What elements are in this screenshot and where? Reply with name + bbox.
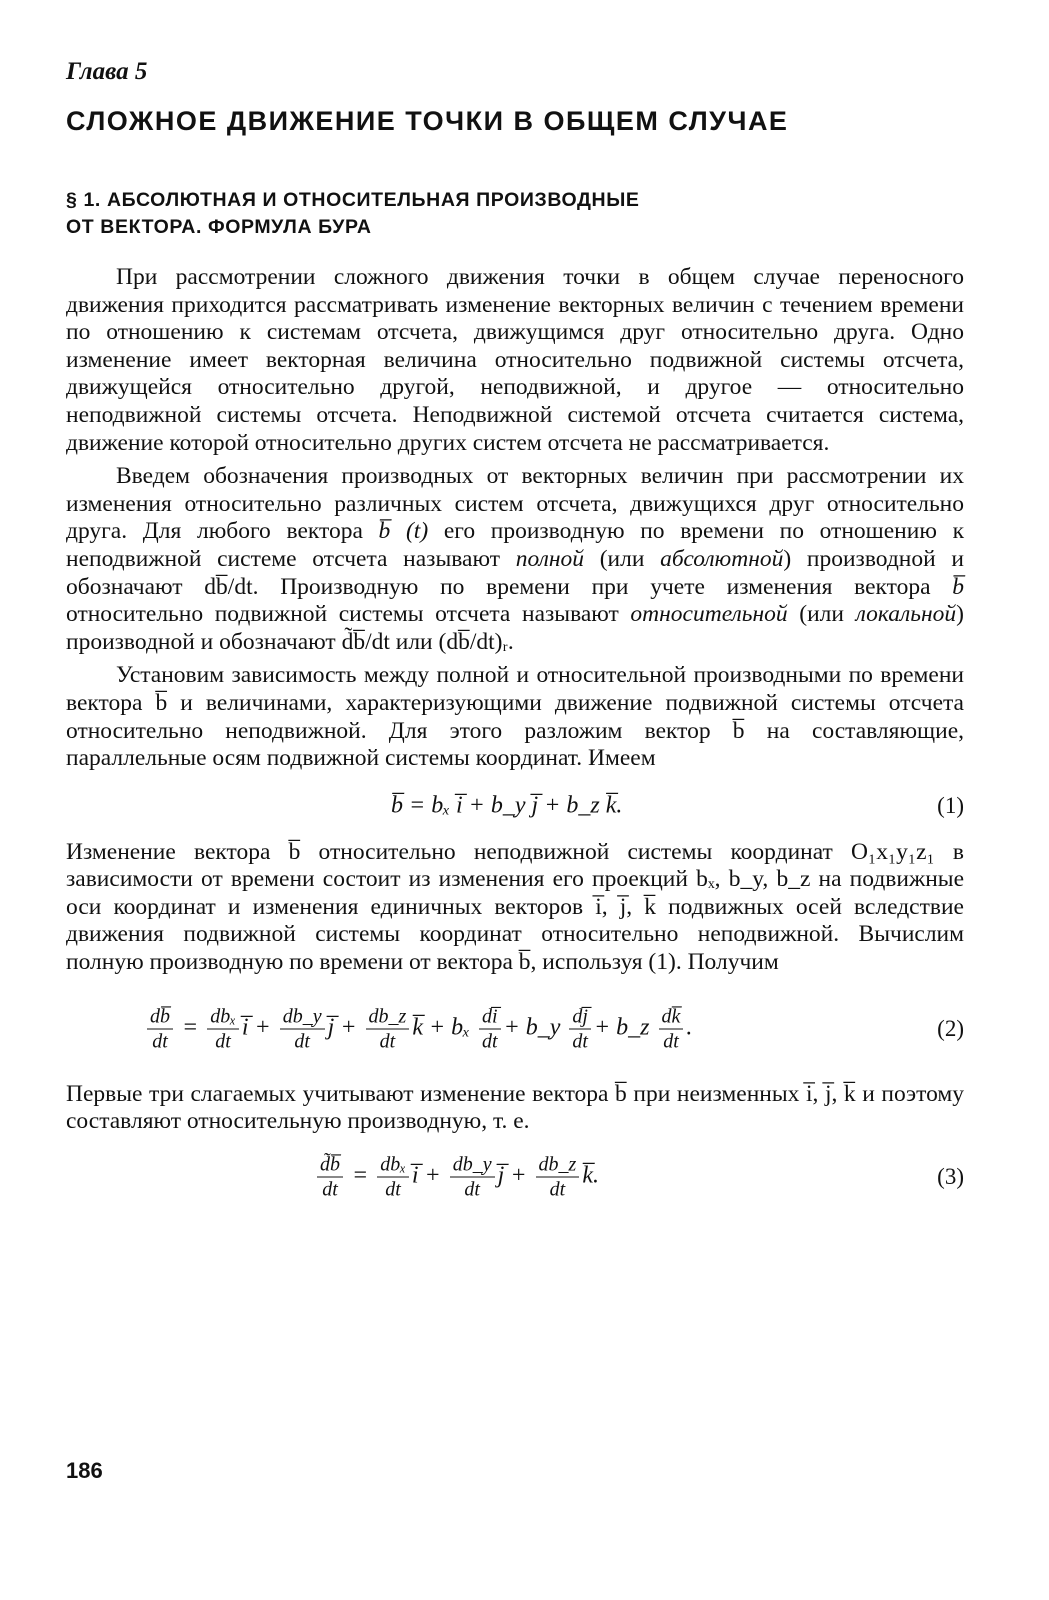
eq3-f3-den: dt: [549, 1178, 566, 1201]
page-content: [66, 58, 964, 1218]
eq2-term-6: .: [686, 1014, 693, 1041]
p2-vector-b: b̅ (t): [378, 518, 429, 545]
eq2-frac-2: [280, 1004, 325, 1053]
eq3-term-1: i̅ +: [411, 1162, 441, 1189]
eq2-term-1: i̅ +: [241, 1014, 271, 1041]
eq2-term-3: k̅ + bₓ: [412, 1014, 470, 1041]
equation-1-number: (1): [937, 792, 964, 818]
eq2-frac-1: [207, 1004, 239, 1053]
eq2-term-4: + b_y: [503, 1014, 561, 1041]
section-heading-line2: ОТ ВЕКТОРА. ФОРМУЛА БУРА: [66, 216, 372, 238]
eq3-f3-num: db_z: [536, 1152, 580, 1177]
paragraph-3: Установим зависимость между полной и относительной производными по времени вектора b̅ и величинами, характеризующими движение подвижной системы отсчета относительно неподвижной. Для этого разложим вектор b̅ на составляющие, параллельные осям подвижной системы координат. Имеем: [66, 662, 964, 772]
page-number: 186: [66, 1458, 103, 1483]
eq3-f2-num: db_y: [450, 1152, 495, 1177]
eq2-frac-3: [366, 1004, 410, 1053]
p2-term-absolute: абсолютной: [660, 545, 784, 572]
equation-1-body: b̅ = bₓ i̅ + b_y j̅ + b_z k̅.: [391, 792, 623, 819]
equation-2-number: (2): [937, 1015, 964, 1041]
eq2-f4-den: dt: [482, 1030, 498, 1053]
eq3-equals: =: [352, 1162, 369, 1189]
paragraph-2: [66, 463, 964, 656]
p2-text-g: ) производной и обозначают db̅/dt. Производную по времени при учете изменения вектора: [66, 545, 964, 600]
p2-text-i: относительно подвижной системы отсчета называют: [66, 601, 631, 628]
eq2-f5-num: dj̅: [569, 1004, 591, 1029]
p2-text-a: Введем обозначения производных от векторных величин при рассмотрении их изменения относительно различных систем отсчета, движущихся друг относительно друга. Для любого вектора: [66, 463, 964, 545]
equation-3-body: [314, 1152, 599, 1201]
paragraph-5: Первые три слагаемых учитывают изменение вектора b̅ при неизменных i̅, j̅, k̅ и поэтому составляют относительную производную, т. е.: [66, 1080, 964, 1135]
section-heading: [66, 187, 964, 241]
eq2-f3-den: dt: [379, 1030, 396, 1053]
p2-text-e: (или: [584, 545, 661, 572]
p2-text-c: его производную по времени по отношению к неподвижной системе отсчета называют: [66, 518, 964, 572]
eq2-equals: =: [182, 1014, 199, 1041]
equation-2: [66, 977, 964, 1081]
eq2-frac-6: [659, 1004, 684, 1053]
eq3-term-3: k̅.: [582, 1162, 599, 1189]
chapter-label: Глава 5: [66, 58, 148, 85]
eq2-frac-5: [569, 1004, 591, 1053]
eq3-f1-den: dt: [385, 1178, 401, 1201]
equation-3-number: (3): [937, 1163, 964, 1189]
eq3-frac-2: [450, 1152, 495, 1201]
p2-term-relative: относительной: [630, 601, 788, 628]
equation-3: [66, 1136, 964, 1218]
eq2-f6-den: dt: [663, 1030, 679, 1053]
equation-2-body: [144, 1004, 692, 1053]
p2-vector-b-2: b̅: [952, 573, 964, 600]
eq3-term-2: j̅ +: [497, 1162, 527, 1189]
eq3-frac-1: [377, 1152, 409, 1201]
eq3-f1-num: dbₓ: [377, 1152, 409, 1177]
p2-text-m: ) производной и обозначают d̃b̅/dt или (db̅/dt)ᵣ.: [66, 601, 964, 655]
eq2-f1-den: dt: [215, 1030, 231, 1053]
paragraph-4: Изменение вектора b̅ относительно неподвижной системы координат O₁x₁y₁z₁ в зависимости от времени состоит из изменения его проекций bₓ, b_y, b_z на подвижные оси координат и изменения единичных векторов i̅, j̅, k̅ подвижных осей вследствие движения подвижной системы координат относительно неподвижной. Вычислим полную производную по времени от вектора b̅, используя (1). Получим: [66, 838, 964, 976]
p2-text-k: (или: [787, 601, 856, 628]
eq2-lhs-den: dt: [152, 1030, 168, 1053]
eq2-f2-num: db_y: [280, 1004, 325, 1029]
p2-term-full: полной: [515, 545, 585, 572]
eq2-lhs-fraction: [147, 1004, 173, 1053]
eq3-lhs-fraction: [317, 1152, 343, 1201]
eq3-frac-3: [536, 1152, 580, 1201]
section-heading-line1: § 1. АБСОЛЮТНАЯ И ОТНОСИТЕЛЬНАЯ ПРОИЗВОДНЫЕ: [66, 189, 640, 211]
eq2-term-2: j̅ +: [327, 1014, 357, 1041]
equation-1: [66, 773, 964, 839]
eq3-f2-den: dt: [464, 1178, 480, 1201]
eq2-lhs-num: db̅: [147, 1004, 173, 1029]
eq2-f2-den: dt: [294, 1030, 310, 1053]
eq2-f1-num: dbₓ: [207, 1004, 239, 1029]
eq3-lhs-den: dt: [322, 1178, 338, 1201]
chapter-title: СЛОЖНОЕ ДВИЖЕНИЕ ТОЧКИ В ОБЩЕМ СЛУЧАЕ: [66, 106, 789, 136]
p2-term-local: локальной: [855, 601, 957, 628]
eq2-f6-num: dk̅: [659, 1004, 684, 1029]
eq2-f3-num: db_z: [366, 1004, 410, 1029]
eq2-f4-num: di̅: [479, 1004, 501, 1029]
eq2-term-5: + b_z: [593, 1014, 650, 1041]
eq3-lhs-num: d̃b̅: [317, 1152, 343, 1177]
eq2-f5-den: dt: [572, 1030, 588, 1053]
eq2-frac-4: [479, 1004, 501, 1053]
paragraph-1: При рассмотрении сложного движения точки в общем случае переносного движения приходится рассматривать изменение векторных величин с течением времени по отношению к системам отсчета, движущимся друг относительно друга. Одно изменение имеет векторная величина относительно подвижной системы отсчета, движущейся относительно другой, неподвижной, и другое — относительно неподвижной системы отсчета. Неподвижной системой отсчета считается система, движение которой относительно других систем отсчета не рассматривается.: [66, 264, 964, 456]
